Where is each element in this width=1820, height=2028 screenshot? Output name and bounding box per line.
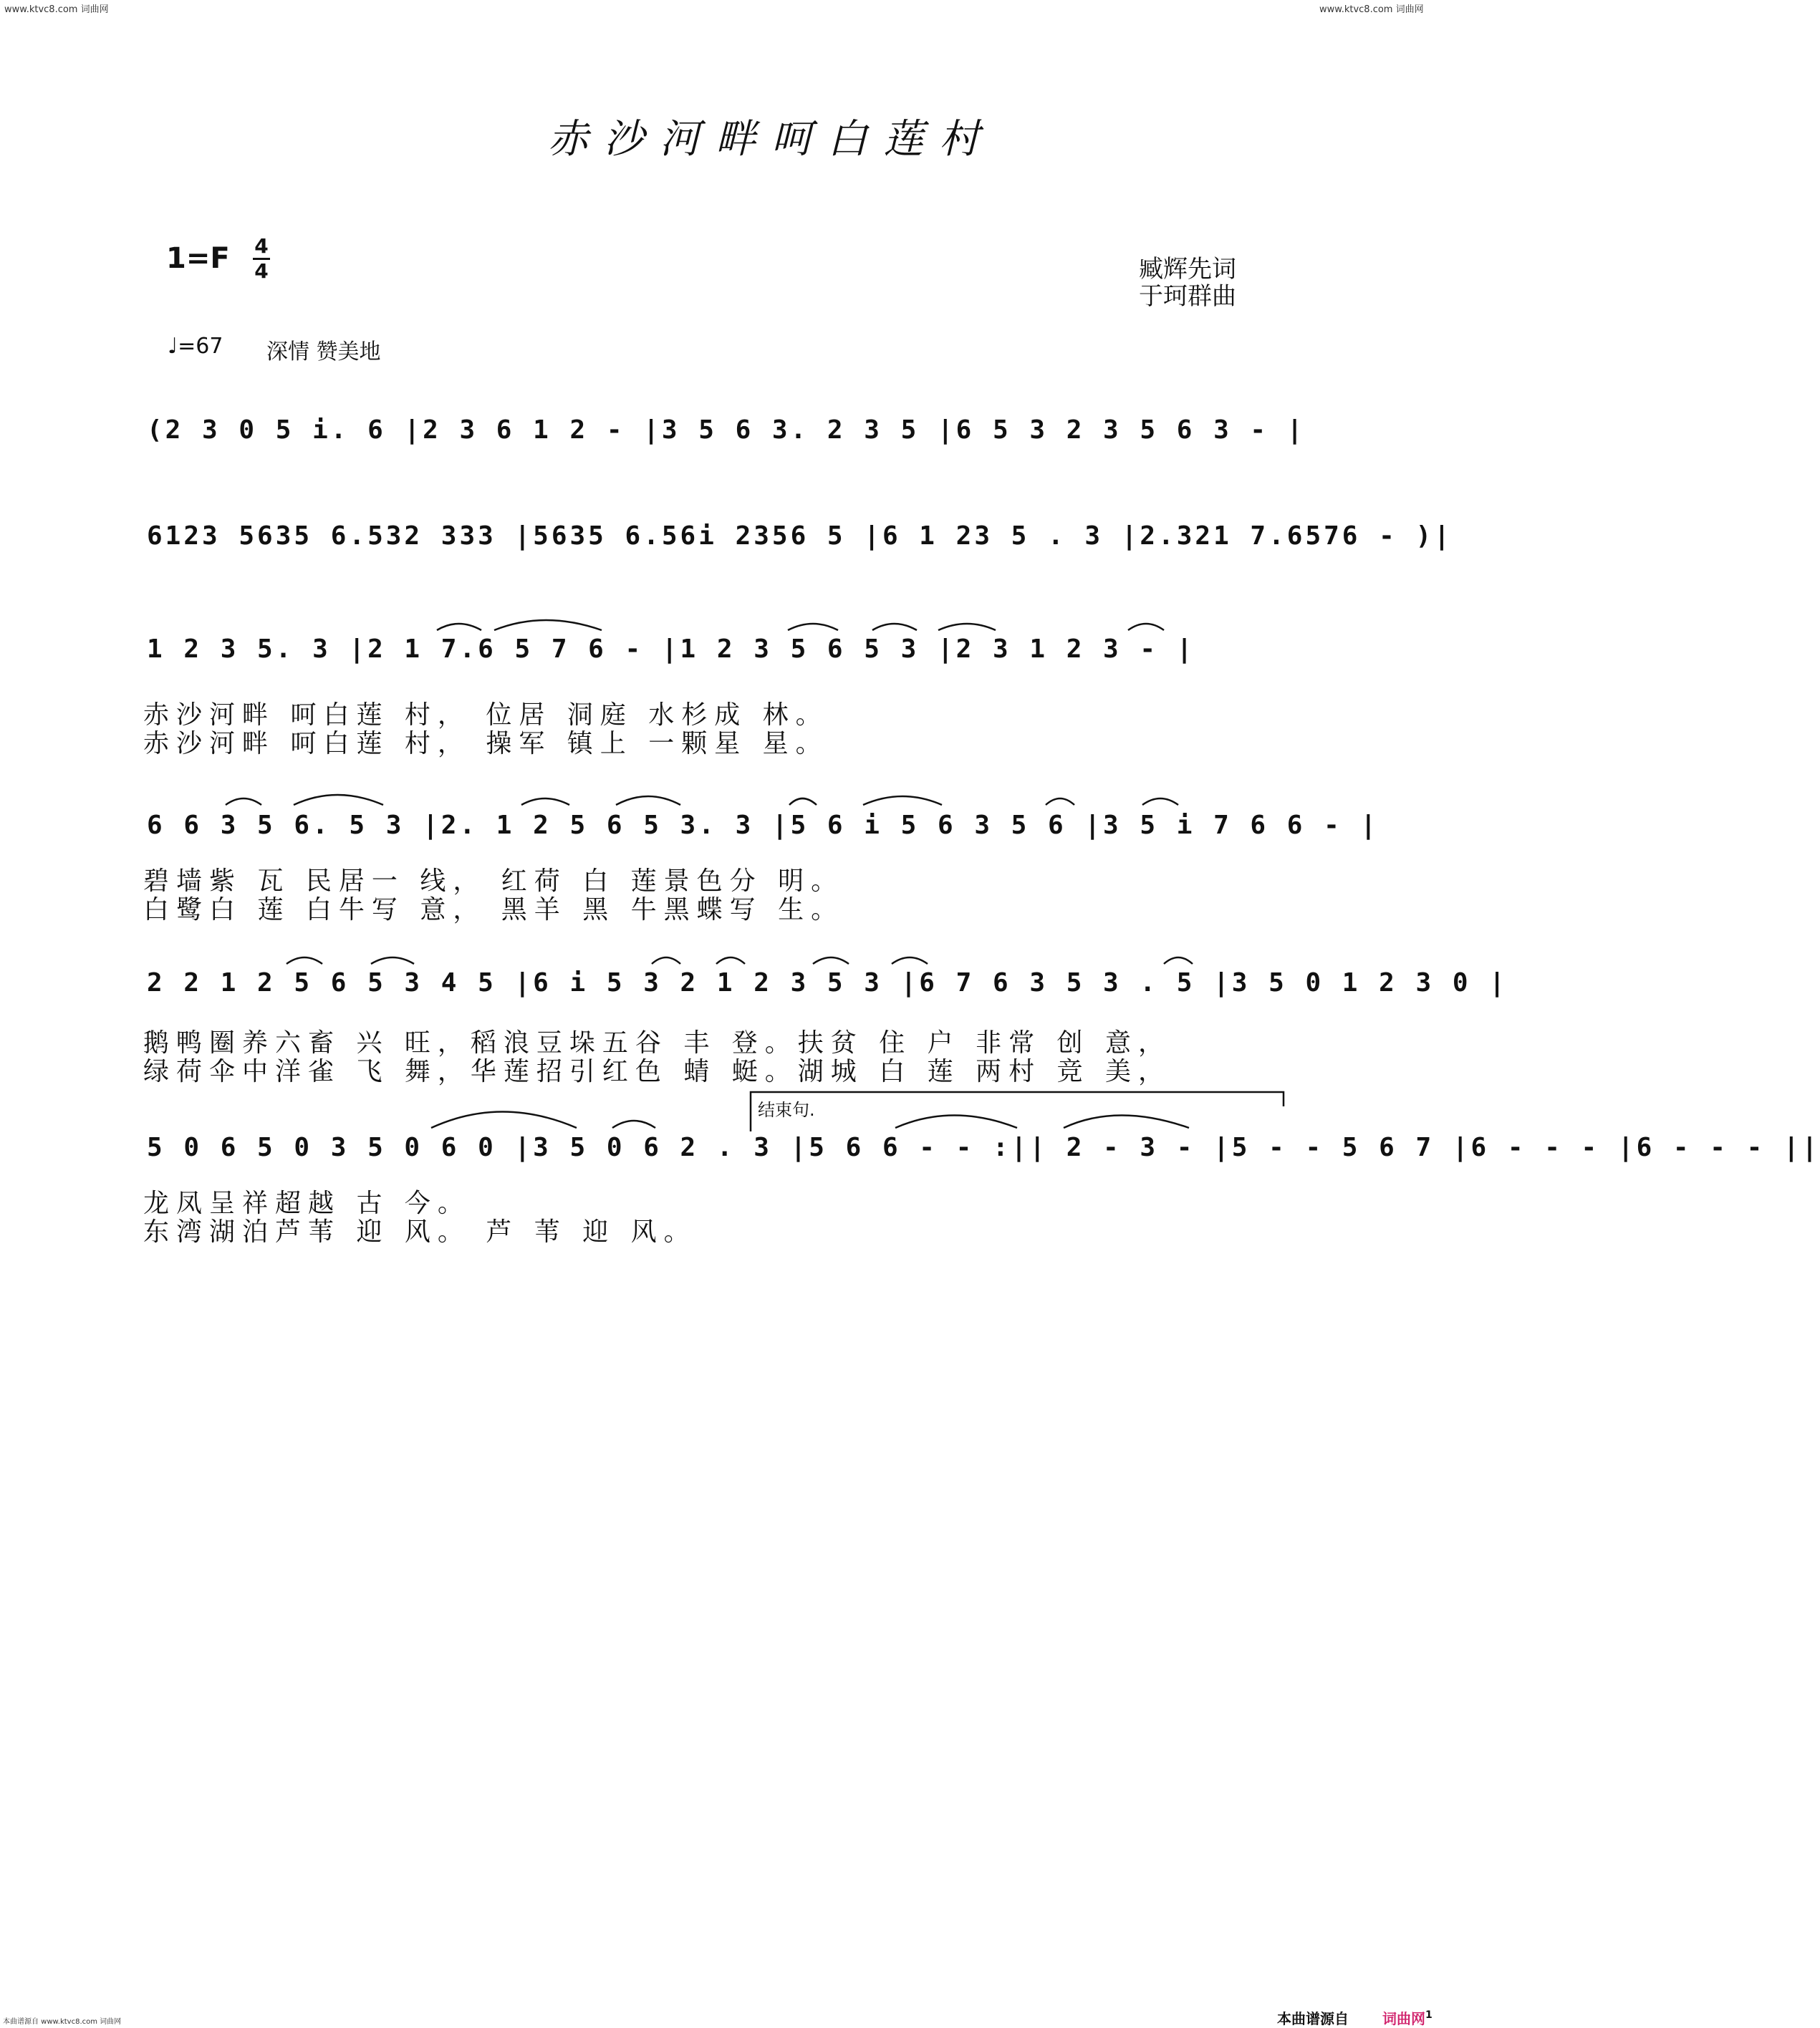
slur-mark <box>892 957 928 964</box>
footer-source-right: 本曲谱源自 <box>1277 2010 1349 2027</box>
slur-mark <box>938 624 996 630</box>
time-signature-top: 4 <box>254 234 269 258</box>
lyricist-credit: 臧辉先词 <box>1139 255 1236 284</box>
footer-brand: 词曲网 <box>1382 2010 1425 2027</box>
slur-mark <box>1142 798 1178 805</box>
slur-mark <box>895 1116 1017 1129</box>
slur-mark <box>1164 957 1193 964</box>
slur-mark <box>872 624 917 630</box>
slur-mark <box>1128 624 1164 630</box>
song-title: 赤沙河畔呵白莲村 <box>548 116 995 163</box>
page-number: 1 <box>1425 2009 1433 2021</box>
slur-mark <box>789 798 817 805</box>
slur-mark <box>612 1121 655 1128</box>
notation-line-6: 5 0 6 5 0 3 5 0 6 0 |3 5 0 6 2 . 3 |5 6 6 - - :|| 2 - 3 - |5 - - 5 6 7 |6 - - - |6 - - - || <box>147 1133 1820 1162</box>
slur-mark <box>1046 798 1074 805</box>
slur-mark <box>226 798 261 805</box>
notation-line-2: 6123 5635 6.532 333 |5635 6.56i 2356 5 |6 1 23 5 . 3 |2.321 7.6576 - )| <box>147 521 1453 551</box>
composer-credit: 于珂群曲 <box>1139 282 1236 311</box>
key-signature: 1=F <box>166 242 230 275</box>
slur-mark <box>287 957 322 964</box>
notation-line-4: 6 6 3 5 6. 5 3 |2. 1 2 5 6 5 3. 3 |5 6 i 5 6 3 5 6 |3 5 i 7 6 6 - | <box>147 811 1380 840</box>
volta-bracket <box>751 1092 1284 1131</box>
lyric-line-3-verse-1: 赤沙河畔 呵白莲 村， 位居 洞庭 水杉成 林。 <box>143 700 829 730</box>
footer-source-left: 本曲谱源自 www.ktvc8.com 词曲网 <box>3 2018 122 2026</box>
slur-mark <box>431 1112 577 1129</box>
slur-mark <box>494 620 602 630</box>
slur-mark <box>521 798 569 805</box>
lyric-line-3-verse-2: 赤沙河畔 呵白莲 村， 操军 镇上 一颗星 星。 <box>143 729 829 758</box>
lyric-line-4-verse-2: 白鹭白 莲 白牛写 意， 黑羊 黑 牛黑蝶写 生。 <box>143 895 844 924</box>
lyric-line-6-verse-2: 东湾湖泊芦苇 迎 风。 芦 苇 迎 风。 <box>143 1217 697 1247</box>
expression-marking: 深情 赞美地 <box>266 339 381 364</box>
time-signature-bottom: 4 <box>254 259 269 283</box>
header-site-left: www.ktvc8.com 词曲网 <box>4 4 109 15</box>
lyric-line-5-verse-1: 鹅鸭圈养六畜 兴 旺，稻浪豆垛五谷 丰 登。扶贫 住 户 非常 创 意， <box>143 1028 1171 1058</box>
lyric-line-6-verse-1: 龙凤呈祥超越 古 今。 <box>143 1189 471 1218</box>
header-site-right: www.ktvc8.com 词曲网 <box>1319 4 1424 15</box>
volta-label: 结束句. <box>758 1100 815 1120</box>
slur-mark <box>788 624 838 630</box>
slur-mark <box>652 957 680 964</box>
notation-line-5: 2 2 1 2 5 6 5 3 4 5 |6 i 5 3 2 1 2 3 5 3 |6 7 6 3 5 3 . 5 |3 5 0 1 2 3 0 | <box>147 968 1508 998</box>
slur-mark <box>616 796 680 805</box>
tempo-marking: ♩=67 <box>168 334 223 359</box>
slur-mark <box>437 624 481 630</box>
lyric-line-4-verse-1: 碧墙紫 瓦 民居一 线， 红荷 白 莲景色分 明。 <box>143 866 844 896</box>
slur-mark <box>294 795 383 805</box>
slur-mark <box>1064 1116 1189 1129</box>
slur-mark <box>813 957 849 964</box>
notation-line-1: (2 3 0 5 i. 6 |2 3 6 1 2 - |3 5 6 3. 2 3 5 |6 5 3 2 3 5 6 3 - | <box>147 415 1306 445</box>
slur-mark <box>716 957 745 964</box>
notation-line-3: 1 2 3 5. 3 |2 1 7.6 5 7 6 - |1 2 3 5 6 5 3 |2 3 1 2 3 - | <box>147 634 1195 664</box>
slur-mark <box>863 796 942 805</box>
slur-mark <box>371 957 414 964</box>
lyric-line-5-verse-2: 绿荷伞中洋雀 飞 舞，华莲招引红色 蜻 蜓。湖城 白 莲 两村 竞 美， <box>143 1057 1171 1086</box>
